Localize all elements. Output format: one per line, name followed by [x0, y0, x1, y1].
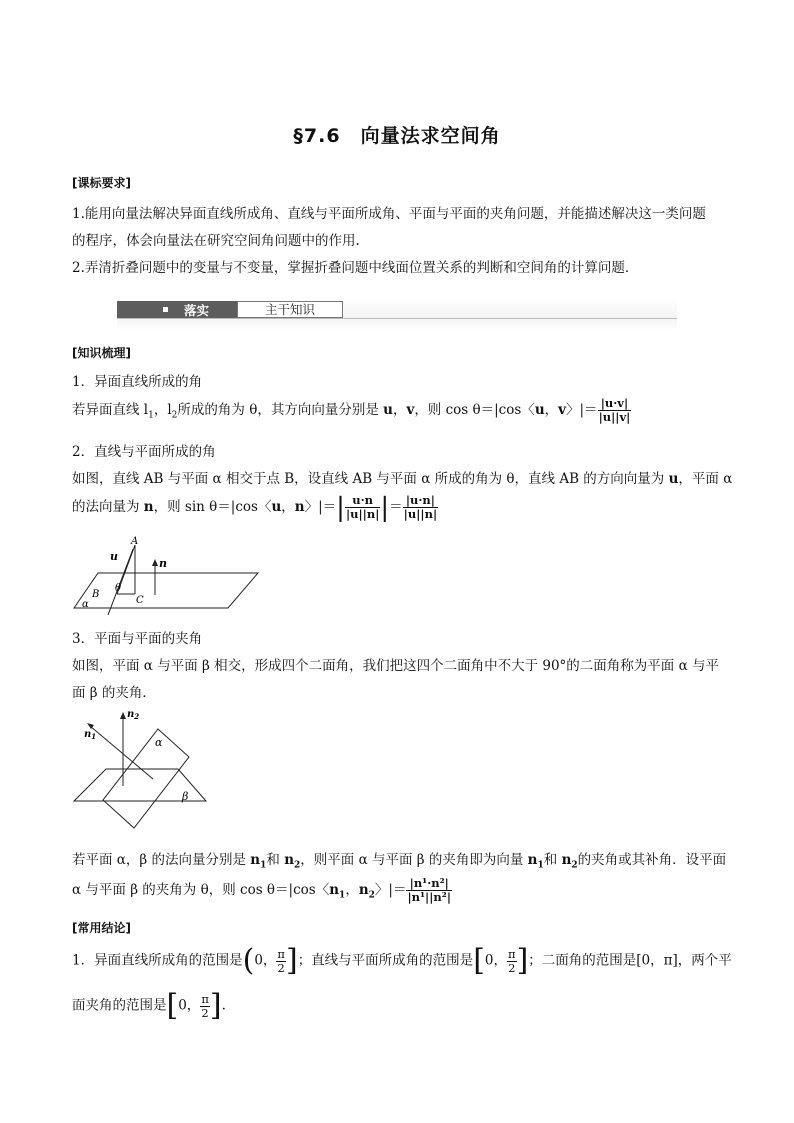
label-c: C [136, 595, 144, 606]
label-b: B [92, 589, 100, 600]
heading-3: 3．平面与平面的夹角 [72, 631, 203, 647]
label-u: u [110, 550, 118, 563]
band-square-icon [163, 307, 168, 312]
plane-alpha-outline [103, 729, 189, 828]
label-n2: $n_2$ [127, 709, 140, 721]
label-theta: θ [115, 583, 122, 594]
heading-1: 1．异面直线所成的角 [72, 374, 203, 390]
paragraph-3b: 面 β 的夹角． [72, 685, 156, 701]
paragraph-3a: 如图，平面 α 与平面 β 相交，形成四个二面角，我们把这四个二面角中不大于 90°的二面角称为平面 α 与平 [72, 658, 720, 674]
paragraph-4a: 若平面 α，β 的法向量分别是 $n_1$和 $n_2$，则平面 α 与平面 β 的夹角即为向量 $n_1$和 $n_2$的夹角或其补角．设平面 [72, 852, 727, 871]
fraction: $\frac{|u\cdot v|}{|u||v|}$ [598, 396, 631, 424]
band-label-dark [117, 301, 237, 318]
requirement-1-line-a: 1.能用向量法解决异面直线所成角、直线与平面所成角、平面与平面的夹角问题，并能描述解决这一类问题 [72, 206, 706, 222]
requirement-2: 2.弄清折叠问题中的变量与不变量，掌握折叠问题中线面位置关系的判断和空间角的计算问题． [72, 260, 639, 276]
paragraph-2b: 的法向量为 n，则 sin θ＝|cos〈u，n〉|＝| $\frac{u\cdot n}{|u||n|}$ |＝ $\frac{|u\cdot n|}{|u||n|}$ [72, 492, 438, 523]
label-alpha: α [82, 599, 89, 610]
paragraph-2a: 如图，直线 AB 与平面 α 相交于点 B，设直线 AB 与平面 α 所成的角为 θ，直线 AB 的方向向量为 u，平面 α [72, 471, 733, 487]
label-beta: β [182, 790, 189, 803]
label-a: A [131, 536, 139, 547]
section-kebiao-heading: [课标要求] [72, 176, 131, 190]
conclusion-1b: 面夹角的范围是[0， $\frac{\pi}{2}$ ]. [72, 988, 226, 1023]
paragraph-4b: α 与平面 β 的夹角为 θ，则 cos θ＝|cos〈$n_1$，$n_2$〉|＝ $\frac{\text{|n¹·n²|}}{\text{|n¹||n²|}}$ [72, 876, 451, 904]
normal-n-arrowhead [152, 559, 158, 566]
normal-n2-arrowhead [120, 712, 126, 719]
fraction: $\frac{\pi}{2}$ [508, 946, 516, 975]
fraction: $\frac{\text{|n¹·n²|}}{\text{|n¹||n²|}}$ [407, 876, 451, 904]
normal-n1-line [90, 726, 153, 779]
plane-alpha-outline [74, 573, 258, 608]
fraction: $\frac{\pi}{2}$ [277, 946, 285, 975]
page-title: §7.6 向量法求空间角 [293, 125, 501, 147]
heading-2: 2．直线与平面所成的角 [72, 444, 216, 460]
band-left-text: 落实 [184, 302, 210, 318]
fraction: $\frac{\pi}{2}$ [201, 991, 209, 1020]
section-zhishi-heading: [知识梳理] [72, 346, 131, 360]
conclusion-1a: 1．异面直线所成角的范围是(0， $\frac{\pi}{2}$ ]；直线与平面所成角的范围是[0， $\frac{\pi}{2}$ ]；二面角的范围是[0，π]，两个平 [72, 943, 732, 978]
label-n1: $n_1$ [84, 729, 97, 741]
fraction: $\frac{u\cdot n}{|u||n|}$ [345, 493, 380, 521]
band-label-light: 主干知识 [237, 301, 343, 318]
label-n: n [159, 557, 167, 570]
label-alpha: α [155, 736, 163, 749]
plane-plane-angle-figure [70, 700, 220, 830]
line-plane-angle-figure [70, 535, 280, 615]
fraction: $\frac{|u\cdot n|}{|u||n|}$ [403, 493, 438, 521]
paragraph-1: 若异面直线 $l_1$，$l_2$所成的角为 θ，其方向向量分别是 u，v，则 cos θ＝|cos〈u，v〉|＝ $\frac{|u\cdot v|}{|u||v|}$ [72, 396, 631, 424]
requirement-1-line-b: 的程序，体会向量法在研究空间角问题中的作用. [72, 233, 360, 249]
section-changyong-heading: [常用结论] [72, 921, 131, 935]
